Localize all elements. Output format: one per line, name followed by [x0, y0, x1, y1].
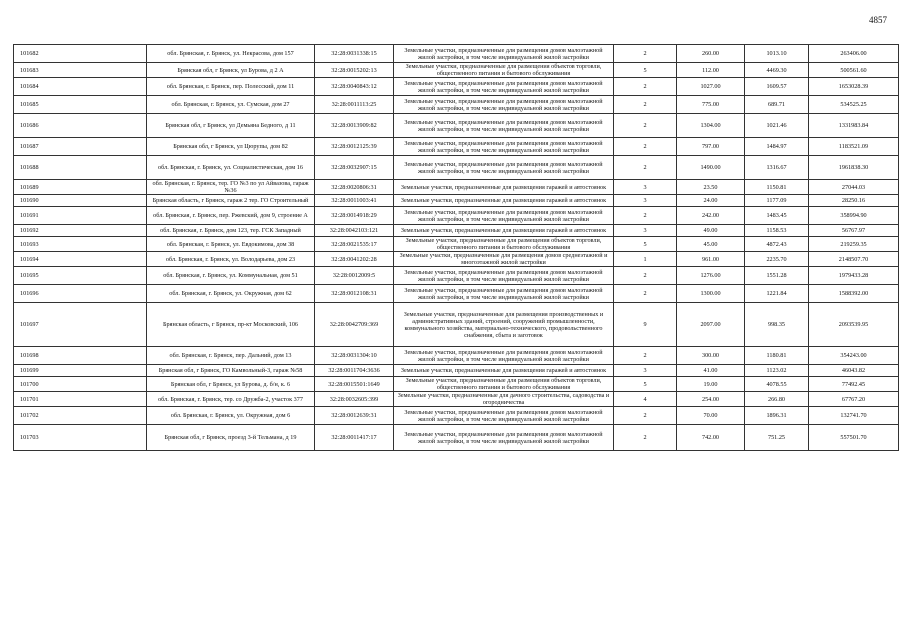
cadastral-number-cell: 32:28:0031338:15 [315, 45, 394, 63]
address-cell: обл. Брянская, г. Брянск, пер. Дальний, дом 13 [147, 347, 315, 365]
group-cell: 5 [614, 377, 677, 392]
table-body [14, 45, 899, 451]
cadastral-number-cell: 32:28:0032605:399 [315, 392, 394, 407]
cadastral-number-cell: 32:28:0042103:121 [315, 225, 394, 237]
specific-value-cell: 1896.31 [745, 407, 809, 425]
cadastral-value-table [13, 44, 899, 451]
table-row [14, 377, 899, 392]
group-cell: 3 [614, 365, 677, 377]
cadastral-value-cell: 358994.90 [809, 207, 899, 225]
group-cell: 2 [614, 96, 677, 114]
land-use-cell: Земельные участки, предназначенные для размещения домов малоэтажной жилой застройки, в том числе индивидуальной жилой застройки [394, 156, 614, 180]
cadastral-number-cell: 32:28:0012108:31 [315, 285, 394, 303]
table-row [14, 63, 899, 78]
address-cell: обл. Брянская, г. Брянск, дом 123, тер. ГСК Западный [147, 225, 315, 237]
cadastral-number-cell: 32:28:0015501:1649 [315, 377, 394, 392]
address-cell: обл. Брянская, г. Брянск, пер. Полесский, дом 11 [147, 78, 315, 96]
cadastral-number-cell: 32:28:0011704:3636 [315, 365, 394, 377]
cadastral-number-cell: 32:28:0011417:17 [315, 425, 394, 451]
group-cell: 2 [614, 267, 677, 285]
table-row [14, 195, 899, 207]
land-use-cell: Земельные участки, предназначенные для размещения объектов торговли, общественного питания и бытового обслуживания [394, 237, 614, 252]
specific-value-cell: 1123.02 [745, 365, 809, 377]
area-cell: 797.00 [677, 138, 745, 156]
cadastral-value-cell: 263406.00 [809, 45, 899, 63]
row-id-cell: 101688 [14, 156, 147, 180]
area-cell: 49.00 [677, 225, 745, 237]
table-row [14, 237, 899, 252]
cadastral-number-cell: 32:28:0012639:31 [315, 407, 394, 425]
cadastral-number-cell: 32:28:0015202:13 [315, 63, 394, 78]
address-cell: обл. Брянская, г. Брянск, ул. Евдокимова, дом 38 [147, 237, 315, 252]
cadastral-number-cell: 32:28:0012125:39 [315, 138, 394, 156]
cadastral-number-cell: 32:28:0040843:12 [315, 78, 394, 96]
area-cell: 1027.00 [677, 78, 745, 96]
row-id-cell: 101687 [14, 138, 147, 156]
cadastral-value-cell: 1653028.39 [809, 78, 899, 96]
land-use-cell: Земельные участки, предназначенные для размещения домов среднеэтажной и многоэтажной жилой застройки [394, 252, 614, 267]
cadastral-value-cell: 1979433.28 [809, 267, 899, 285]
specific-value-cell: 1316.67 [745, 156, 809, 180]
row-id-cell: 101699 [14, 365, 147, 377]
land-use-cell: Земельные участки, предназначенные для размещения гаражей и автостоянок [394, 225, 614, 237]
table-row [14, 78, 899, 96]
area-cell: 1490.00 [677, 156, 745, 180]
area-cell: 1300.00 [677, 285, 745, 303]
specific-value-cell: 2235.70 [745, 252, 809, 267]
group-cell: 2 [614, 347, 677, 365]
land-use-cell: Земельные участки, предназначенные для размещения производственных и административных зданий, строений, сооружений промышленности, коммунального хозяйства, материально-технического, продовольственного снабжения, сбыта и заготовок [394, 303, 614, 347]
area-cell: 300.00 [677, 347, 745, 365]
row-id-cell: 101695 [14, 267, 147, 285]
row-id-cell: 101702 [14, 407, 147, 425]
land-use-cell: Земельные участки, предназначенные для размещения домов малоэтажной жилой застройки, в том числе индивидуальной жилой застройки [394, 138, 614, 156]
cadastral-value-cell: 132741.70 [809, 407, 899, 425]
table-row [14, 252, 899, 267]
specific-value-cell: 1551.28 [745, 267, 809, 285]
land-use-cell: Земельные участки, предназначенные для размещения домов малоэтажной жилой застройки, в том числе индивидуальной жилой застройки [394, 96, 614, 114]
land-use-cell: Земельные участки, предназначенные для размещения домов малоэтажной жилой застройки, в том числе индивидуальной жилой застройки [394, 267, 614, 285]
address-cell: обл. Брянская, г. Брянск, пер. Ржевский, дом 9, строение А [147, 207, 315, 225]
address-cell: обл. Брянская, г. Брянск, ул. Социалистическая, дом 16 [147, 156, 315, 180]
land-use-cell: Земельные участки, предназначенные для размещения домов малоэтажной жилой застройки, в том числе индивидуальной жилой застройки [394, 407, 614, 425]
page-number: 4857 [869, 15, 887, 25]
row-id-cell: 101697 [14, 303, 147, 347]
land-use-cell: Земельные участки, предназначенные для размещения домов малоэтажной жилой застройки, в том числе индивидуальной жилой застройки [394, 285, 614, 303]
cadastral-value-cell: 1961838.30 [809, 156, 899, 180]
table-row [14, 156, 899, 180]
group-cell: 5 [614, 63, 677, 78]
table-row [14, 225, 899, 237]
cadastral-number-cell: 32:28:0011003:41 [315, 195, 394, 207]
cadastral-value-cell: 557501.70 [809, 425, 899, 451]
row-id-cell: 101685 [14, 96, 147, 114]
address-cell: Брянская обл, г Брянск, ул Бурова, д 2 А [147, 63, 315, 78]
cadastral-value-cell: 77492.45 [809, 377, 899, 392]
group-cell: 3 [614, 195, 677, 207]
area-cell: 242.00 [677, 207, 745, 225]
group-cell: 2 [614, 138, 677, 156]
row-id-cell: 101683 [14, 63, 147, 78]
land-use-cell: Земельные участки, предназначенные для размещения домов малоэтажной жилой застройки, в том числе индивидуальной жилой застройки [394, 78, 614, 96]
row-id-cell: 101701 [14, 392, 147, 407]
specific-value-cell: 1158.53 [745, 225, 809, 237]
specific-value-cell: 751.25 [745, 425, 809, 451]
land-use-cell: Земельные участки, предназначенные для размещения гаражей и автостоянок [394, 195, 614, 207]
specific-value-cell: 4078.55 [745, 377, 809, 392]
group-cell: 5 [614, 237, 677, 252]
cadastral-number-cell: 32:28:0031304:10 [315, 347, 394, 365]
land-use-cell: Земельные участки, предназначенные для размещения домов малоэтажной жилой застройки, в том числе индивидуальной жилой застройки [394, 114, 614, 138]
group-cell: 2 [614, 407, 677, 425]
cadastral-number-cell: 32:28:0041202:28 [315, 252, 394, 267]
address-cell: обл. Брянская, г. Брянск, ул. Окружная, дом 62 [147, 285, 315, 303]
table-row [14, 180, 899, 195]
specific-value-cell: 1483.45 [745, 207, 809, 225]
specific-value-cell: 4872.43 [745, 237, 809, 252]
cadastral-value-cell: 1588392.00 [809, 285, 899, 303]
cadastral-value-cell: 56767.97 [809, 225, 899, 237]
row-id-cell: 101689 [14, 180, 147, 195]
land-use-cell: Земельные участки, предназначенные для размещения домов малоэтажной жилой застройки, в том числе индивидуальной жилой застройки [394, 347, 614, 365]
cadastral-value-cell: 1183521.09 [809, 138, 899, 156]
group-cell: 4 [614, 392, 677, 407]
cadastral-number-cell: 32:28:0020806:31 [315, 180, 394, 195]
area-cell: 24.00 [677, 195, 745, 207]
cadastral-value-cell: 219259.35 [809, 237, 899, 252]
group-cell: 2 [614, 114, 677, 138]
address-cell: Брянская обл, г Брянск, ул Демьяна Бедного, д 11 [147, 114, 315, 138]
cadastral-value-cell: 534525.25 [809, 96, 899, 114]
address-cell: Брянская обл, г Брянск, ул Цюрупы, дом 82 [147, 138, 315, 156]
area-cell: 112.00 [677, 63, 745, 78]
row-id-cell: 101684 [14, 78, 147, 96]
group-cell: 2 [614, 425, 677, 451]
address-cell: Брянская обл, г Брянск, проезд 3-й Тельмана, д 19 [147, 425, 315, 451]
specific-value-cell: 4469.30 [745, 63, 809, 78]
group-cell: 2 [614, 207, 677, 225]
land-use-cell: Земельные участки, предназначенные для размещения домов малоэтажной жилой застройки, в том числе индивидуальной жилой застройки [394, 45, 614, 63]
land-use-cell: Земельные участки, предназначенные для размещения домов малоэтажной жилой застройки, в том числе индивидуальной жилой застройки [394, 207, 614, 225]
table-row [14, 365, 899, 377]
land-use-cell: Земельные участки, предназначенные для размещения гаражей и автостоянок [394, 365, 614, 377]
address-cell: обл. Брянская, г. Брянск, ул. Володарьева, дом 23 [147, 252, 315, 267]
table-row [14, 45, 899, 63]
row-id-cell: 101694 [14, 252, 147, 267]
cadastral-number-cell: 32:28:0011113:25 [315, 96, 394, 114]
cadastral-value-cell: 27044.03 [809, 180, 899, 195]
land-use-cell: Земельные участки, предназначенные для дачного строительства, садоводства и огородничества [394, 392, 614, 407]
specific-value-cell: 1180.81 [745, 347, 809, 365]
land-use-cell: Земельные участки, предназначенные для размещения домов малоэтажной жилой застройки, в том числе индивидуальной жилой застройки [394, 425, 614, 451]
specific-value-cell: 266.80 [745, 392, 809, 407]
row-id-cell: 101698 [14, 347, 147, 365]
address-cell: обл. Брянская, г. Брянск, тер. со Дружба-2, участок 377 [147, 392, 315, 407]
group-cell: 9 [614, 303, 677, 347]
specific-value-cell: 1484.97 [745, 138, 809, 156]
area-cell: 254.00 [677, 392, 745, 407]
cadastral-number-cell: 32:28:0013909:82 [315, 114, 394, 138]
row-id-cell: 101692 [14, 225, 147, 237]
cadastral-number-cell: 32:28:0014918:29 [315, 207, 394, 225]
land-use-cell: Земельные участки, предназначенные для размещения гаражей и автостоянок [394, 180, 614, 195]
specific-value-cell: 1221.84 [745, 285, 809, 303]
land-use-cell: Земельные участки, предназначенные для размещения объектов торговли, общественного питания и бытового обслуживания [394, 377, 614, 392]
table-row [14, 303, 899, 347]
address-cell: обл. Брянская, г. Брянск, тер. ГО №3 по ул Айвазова, гараж №36 [147, 180, 315, 195]
cadastral-value-cell: 500561.60 [809, 63, 899, 78]
area-cell: 23.50 [677, 180, 745, 195]
group-cell: 3 [614, 225, 677, 237]
table-row [14, 138, 899, 156]
cadastral-number-cell: 32:28:0021535:17 [315, 237, 394, 252]
address-cell: Брянская обл, г Брянск, ул Бурова, д. б/н, к. 6 [147, 377, 315, 392]
address-cell: Брянская область, г Брянск, гараж 2 тер. ГО Строительный [147, 195, 315, 207]
cadastral-value-cell: 2093539.95 [809, 303, 899, 347]
area-cell: 19.00 [677, 377, 745, 392]
specific-value-cell: 1150.81 [745, 180, 809, 195]
row-id-cell: 101693 [14, 237, 147, 252]
table-row [14, 285, 899, 303]
cadastral-value-cell: 67767.20 [809, 392, 899, 407]
cadastral-number-cell: 32:28:0032907:15 [315, 156, 394, 180]
specific-value-cell: 1177.09 [745, 195, 809, 207]
address-cell: Брянская обл, г Брянск, ГО Камвольный-3, гараж №58 [147, 365, 315, 377]
cadastral-value-cell: 354243.00 [809, 347, 899, 365]
address-cell: обл. Брянская, г. Брянск, ул. Сумская, дом 27 [147, 96, 315, 114]
group-cell: 2 [614, 78, 677, 96]
address-cell: обл. Брянская, г. Брянск, ул. Окружная, дом 6 [147, 407, 315, 425]
table-row [14, 207, 899, 225]
specific-value-cell: 1013.10 [745, 45, 809, 63]
area-cell: 1276.00 [677, 267, 745, 285]
area-cell: 70.00 [677, 407, 745, 425]
address-cell: обл. Брянская, г. Брянск, ул. Некрасова, дом 157 [147, 45, 315, 63]
row-id-cell: 101686 [14, 114, 147, 138]
specific-value-cell: 689.71 [745, 96, 809, 114]
row-id-cell: 101696 [14, 285, 147, 303]
cadastral-number-cell: 32:28:0042709:369 [315, 303, 394, 347]
table-row [14, 267, 899, 285]
row-id-cell: 101690 [14, 195, 147, 207]
row-id-cell: 101703 [14, 425, 147, 451]
table-row [14, 114, 899, 138]
land-use-cell: Земельные участки, предназначенные для размещения объектов торговли, общественного питания и бытового обслуживания [394, 63, 614, 78]
area-cell: 2097.00 [677, 303, 745, 347]
table-row [14, 407, 899, 425]
cadastral-value-cell: 28250.16 [809, 195, 899, 207]
specific-value-cell: 1609.57 [745, 78, 809, 96]
row-id-cell: 101682 [14, 45, 147, 63]
table-row [14, 425, 899, 451]
group-cell: 1 [614, 252, 677, 267]
specific-value-cell: 998.35 [745, 303, 809, 347]
row-id-cell: 101691 [14, 207, 147, 225]
table-row [14, 392, 899, 407]
group-cell: 2 [614, 156, 677, 180]
area-cell: 961.00 [677, 252, 745, 267]
cadastral-value-cell: 2148507.70 [809, 252, 899, 267]
area-cell: 45.00 [677, 237, 745, 252]
address-cell: Брянская область, г Брянск, пр-кт Московский, 106 [147, 303, 315, 347]
cadastral-number-cell: 32:28:0012009:5 [315, 267, 394, 285]
row-id-cell: 101700 [14, 377, 147, 392]
specific-value-cell: 1021.46 [745, 114, 809, 138]
group-cell: 2 [614, 285, 677, 303]
area-cell: 260.00 [677, 45, 745, 63]
address-cell: обл. Брянская, г. Брянск, ул. Коммунальная, дом 51 [147, 267, 315, 285]
table-row [14, 347, 899, 365]
area-cell: 41.00 [677, 365, 745, 377]
area-cell: 742.00 [677, 425, 745, 451]
group-cell: 2 [614, 45, 677, 63]
area-cell: 775.00 [677, 96, 745, 114]
cadastral-value-cell: 46043.82 [809, 365, 899, 377]
cadastral-value-cell: 1331983.84 [809, 114, 899, 138]
area-cell: 1304.00 [677, 114, 745, 138]
table-row [14, 96, 899, 114]
group-cell: 3 [614, 180, 677, 195]
